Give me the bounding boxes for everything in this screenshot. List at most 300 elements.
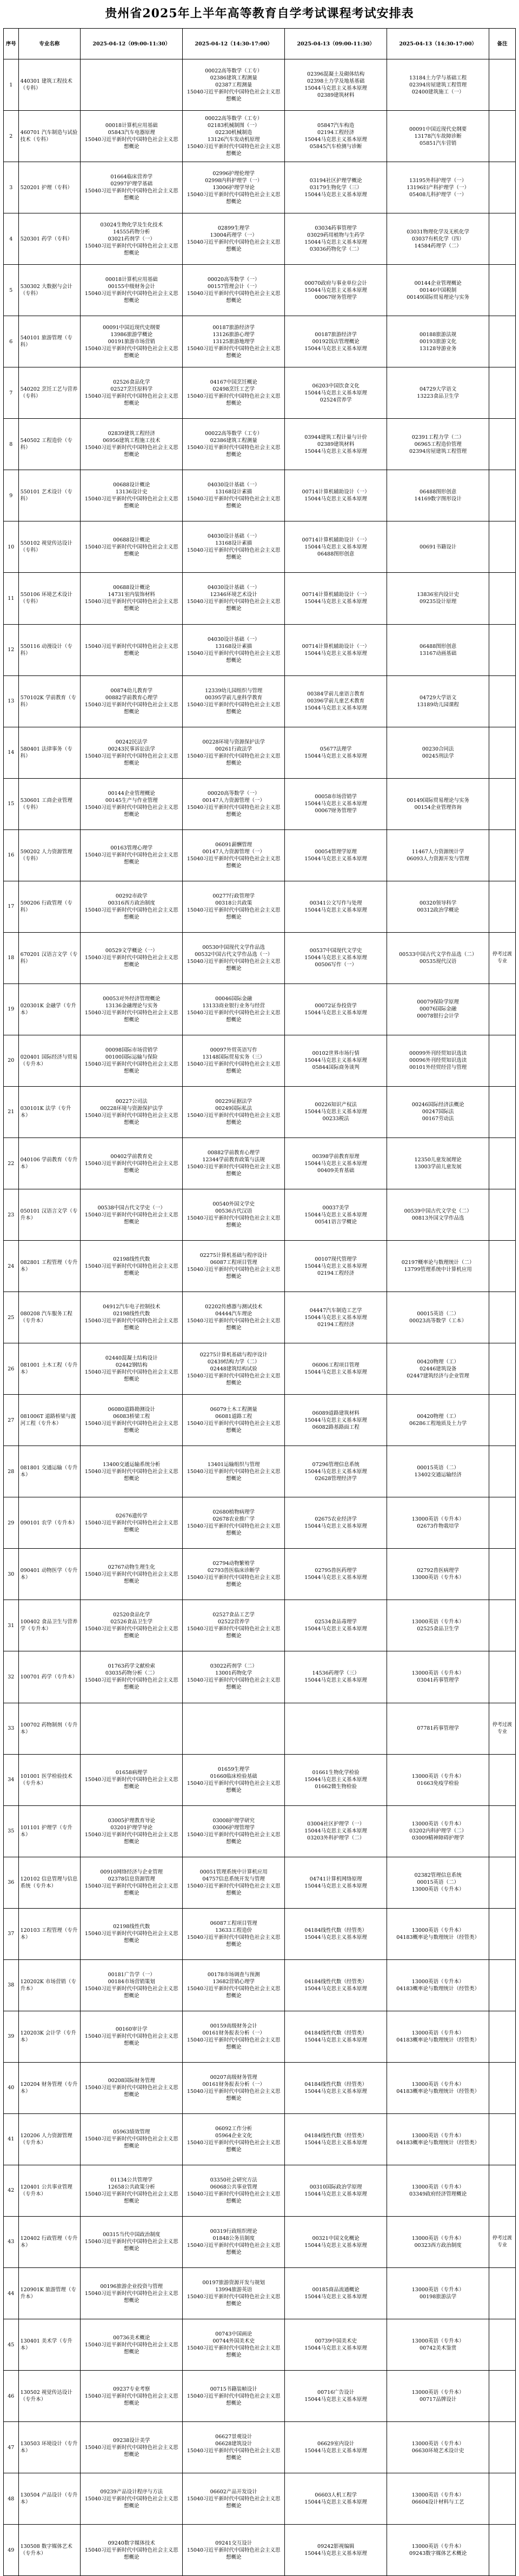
remark-cell: [489, 2319, 516, 2371]
exam-slot-2-cell: 02275计算机基础与程序设计 02439结构力学（二） 02448建筑结构试验 15040习近平新时代中国特色社会主义思想概论: [183, 1343, 285, 1395]
exam-slot-3-cell: 00384学前儿童语言教育 00396学前儿童艺术教育 15044马克思主义基本原理: [285, 675, 387, 727]
exam-slot-4-cell: 12350儿童发展理论 13003学前儿童发展: [387, 1138, 489, 1189]
exam-slot-2-cell: 02202传感器与测试技术 04444汽车理论 15040习近平新时代中国特色社会主义思想概论: [183, 1292, 285, 1343]
row-number-cell: 10: [4, 521, 19, 573]
table-row: [4, 162, 516, 213]
table-row: [4, 675, 516, 727]
major-name-cell: 040106 学前教育（专升本）: [18, 1138, 81, 1189]
table-row: [4, 1497, 516, 1549]
exam-slot-3-cell: 00714计算机辅助设计（一） 15044马克思主义基本原理 06488图形创意: [285, 521, 387, 573]
table-row: [4, 1395, 516, 1446]
remark-cell: [489, 2422, 516, 2473]
exam-slot-3-cell: 03034药事管理学 03029药用植物与生药学 15044马克思主义基本原理 03036药物化学（二）: [285, 213, 387, 265]
remark-cell: [489, 419, 516, 470]
exam-slot-4-cell: 00420物理（工） 02446建筑设备 02447建筑经济与企业管理: [387, 1343, 489, 1395]
row-number-cell: 8: [4, 419, 19, 470]
exam-slot-1-cell: 00529文学概论（一） 15040习近平新时代中国特色社会主义思想概论: [81, 932, 183, 983]
exam-slot-3-cell: 02795兽医药理学 15044马克思主义基本原理: [285, 1549, 387, 1600]
exam-slot-2-cell: 02680植物病理学 02678农业推广学 15040习近平新时代中国特色社会主义思想概论: [183, 1497, 285, 1549]
major-name-cell: 540101 旅游管理（专科）: [18, 316, 81, 367]
major-name-cell: 090401 动物医学（专升本）: [18, 1549, 81, 1600]
exam-slot-2-cell: 06079土木工程测量 06081道路工程 15040习近平新时代中国特色社会主义思想概论: [183, 1395, 285, 1446]
exam-slot-4-cell: 13000英语（专升本） 04183概率论与数理统计（经管类）: [387, 2011, 489, 2062]
row-number-cell: 27: [4, 1395, 19, 1446]
exam-slot-4-cell: 13000英语（专升本） 06630环境艺术设计史: [387, 2422, 489, 2473]
remark-cell: [489, 2473, 516, 2525]
table-row: [4, 470, 516, 521]
header-cell-note: 备注: [489, 29, 516, 59]
table-row: [4, 1086, 516, 1138]
table-row: [4, 932, 516, 983]
exam-slot-2-cell: 06627景观设计 06628建筑设计 15040习近平新时代中国特色社会主义思想概论: [183, 2422, 285, 2473]
exam-slot-2-cell: 00178市场调查与预测 13682营销心理学 15040习近平新时代中国特色社会主义思想概论: [183, 1959, 285, 2011]
row-number-cell: 38: [4, 1959, 19, 2011]
exam-slot-3-cell: 07296管理信息系统 15044马克思主义基本原理 02628管理经济学: [285, 1446, 387, 1497]
exam-slot-1-cell: 02198线性代数 15040习近平新时代中国特色社会主义思想概论: [81, 1241, 183, 1292]
exam-slot-3-cell: 06629室内设计 15044马克思主义基本原理: [285, 2422, 387, 2473]
major-name-cell: 080208 汽车服务工程（专升本）: [18, 1292, 81, 1343]
remark-cell: [489, 2268, 516, 2319]
exam-slot-4-cell: 02197概率论与数理统计（二） 13799管理系统中计算机应用: [387, 1241, 489, 1292]
row-number-cell: 16: [4, 829, 19, 881]
remark-cell: [489, 1241, 516, 1292]
exam-slot-1-cell: 00292市政学 00316西方政治制度 15040习近平新时代中国特色社会主义思想概论: [81, 881, 183, 932]
exam-slot-4-cell: 07781药事管理学: [387, 1703, 489, 1754]
row-number-cell: 47: [4, 2422, 19, 2473]
exam-slot-1-cell: 01134公共管理学 12658公共政策分析 15040习近平新时代中国特色社会主义思想概论: [81, 2165, 183, 2216]
exam-slot-4-cell: 00015英语（二） 00023高等数学（工本）: [387, 1292, 489, 1343]
remark-cell: 停考过渡专业: [489, 932, 516, 983]
remark-cell: [489, 675, 516, 727]
row-number-cell: 30: [4, 1549, 19, 1600]
exam-slot-1-cell: 00196旅游企业投资与管理 15040习近平新时代中国特色社会主义思想概论: [81, 2268, 183, 2319]
remark-cell: [489, 59, 516, 111]
exam-slot-2-cell: 00882学前教育心理学 12344学前教育政策与法规 15040习近平新时代中国特色社会主义思想概论: [183, 1138, 285, 1189]
exam-slot-2-cell: 04030设计基础（一） 13168设计素描 15040习近平新时代中国特色社会主义思想概论: [183, 624, 285, 675]
row-number-cell: 4: [4, 213, 19, 265]
exam-slot-1-cell: 04912汽车电子控制技术 02198线性代数 15040习近平新时代中国特色社会主义思想概论: [81, 1292, 183, 1343]
row-number-cell: 40: [4, 2062, 19, 2113]
remark-cell: [489, 1497, 516, 1549]
exam-slot-2-cell: [183, 1703, 285, 1754]
exam-slot-1-cell: 00874幼儿教育学 00882学前教育心理学 15040习近平新时代中国特色社会主义思想概论: [81, 675, 183, 727]
exam-slot-1-cell: 09240数字媒体技术 15040习近平新时代中国特色社会主义思想概论: [81, 2525, 183, 2576]
row-number-cell: 13: [4, 675, 19, 727]
remark-cell: [489, 1549, 516, 1600]
table-row: [4, 2268, 516, 2319]
exam-slot-3-cell: 01661生物化学检验 15044马克思主义基本原理 01662微生物检验: [285, 1754, 387, 1805]
major-name-cell: 570102K 学前教育（专科）: [18, 675, 81, 727]
remark-cell: [489, 1446, 516, 1497]
table-row: [4, 2165, 516, 2216]
row-number-cell: 34: [4, 1754, 19, 1805]
exam-slot-3-cell: 00037美学 15044马克思主义基本原理 00541语言学概论: [285, 1189, 387, 1241]
header-cell-slot1: 2025-04-12（09:00-11:30）: [81, 29, 183, 59]
exam-slot-4-cell: 02792兽医病理学 13000英语（专升本）: [387, 1549, 489, 1600]
table-row: [4, 1446, 516, 1497]
row-number-cell: 14: [4, 727, 19, 778]
exam-slot-3-cell: 05847汽车构造 02194工程经济 15044马克思主义基本原理 05845汽车检测与诊断: [285, 111, 387, 162]
exam-slot-1-cell: 00091中国近现代史纲要 13986旅游学概论 00191旅游市场营销 15040习近平新时代中国特色社会主义思想概论: [81, 316, 183, 367]
row-number-cell: 20: [4, 1035, 19, 1086]
table-row: [4, 1754, 516, 1805]
exam-slot-1-cell: 00144企业管理概论 00145生产与作业管理 15040习近平新时代中国特色社会主义思想概论: [81, 778, 183, 829]
exam-slot-4-cell: 13000英语（专升本） 02673作物栽培学: [387, 1497, 489, 1549]
exam-slot-2-cell: 00046国际金融 13133商业银行业务与经营 15040习近平新时代中国特色社会主义思想概论: [183, 983, 285, 1035]
row-number-cell: 9: [4, 470, 19, 521]
exam-slot-3-cell: 00226知识产权法 15044马克思主义基本原理 00233税法: [285, 1086, 387, 1138]
exam-slot-2-cell: 00097外贸英语写作 13148国际贸易实务（三） 15040习近平新时代中国特色社会主义思想概论: [183, 1035, 285, 1086]
exam-slot-2-cell: 12339幼儿园组织与管理 00395学前儿童科学教育 15040习近平新时代中国特色社会主义思想概论: [183, 675, 285, 727]
exam-slot-4-cell: 13000英语（专升本） 00717品牌设计: [387, 2371, 489, 2422]
exam-slot-2-cell: 00743中国画论 00744外国美术史 15040习近平新时代中国特色社会主义思想概论: [183, 2319, 285, 2371]
row-number-cell: 6: [4, 316, 19, 367]
exam-slot-1-cell: 02440混凝土结构设计 02442钢结构 15040习近平新时代中国特色社会主义思想概论: [81, 1343, 183, 1395]
exam-slot-3-cell: 00072证券投资学 15044马克思主义基本原理: [285, 983, 387, 1035]
row-number-cell: 28: [4, 1446, 19, 1497]
row-number-cell: 5: [4, 265, 19, 316]
exam-slot-3-cell: 00185商品流通概论 15044马克思主义基本原理: [285, 2268, 387, 2319]
exam-slot-1-cell: 00227公司法 00228环境与资源保护法学 15040习近平新时代中国特色社会主义思想概论: [81, 1086, 183, 1138]
exam-slot-4-cell: 00099外刊经贸知识选读 00096外刊经贸知识选读 00101外经贸经营与管理: [387, 1035, 489, 1086]
remark-cell: [489, 573, 516, 624]
exam-slot-4-cell: 00149国际贸易理论与实务 00154企业管理咨询: [387, 778, 489, 829]
exam-slot-3-cell: 00537中国现代文学史 15044马克思主义基本原理 00506写作（一）: [285, 932, 387, 983]
major-name-cell: 100701 药学（专升本）: [18, 1651, 81, 1703]
exam-slot-1-cell: 00018计算机应用基础 05843汽车电器原理 15040习近平新时代中国特色社会主义思想概论: [81, 111, 183, 162]
row-number-cell: 3: [4, 162, 19, 213]
row-number-cell: 29: [4, 1497, 19, 1549]
major-name-cell: 020301K 金融学（专升本）: [18, 983, 81, 1035]
remark-cell: [489, 2165, 516, 2216]
exam-slot-4-cell: 06488图形创意 13167动画基础: [387, 624, 489, 675]
exam-slot-3-cell: 00398学前教育原理 15044马克思主义基本原理 00409美育基础: [285, 1138, 387, 1189]
exam-slot-3-cell: 00321中国文化概论 15044马克思主义基本原理: [285, 2216, 387, 2267]
exam-slot-2-cell: 02996护理伦理学 02998内科护理学（一） 13006护理学导论 15040习近平新时代中国特色社会主义思想概论: [183, 162, 285, 213]
remark-cell: [489, 2525, 516, 2576]
exam-slot-4-cell: 00533中国古代文学作品选（二） 00535现代汉语: [387, 932, 489, 983]
exam-slot-1-cell: 05963绩效管理 15040习近平新时代中国特色社会主义思想概论: [81, 2113, 183, 2165]
exam-slot-2-cell: 02527食品工艺学 02522营养学 15040习近平新时代中国特色社会主义思想概论: [183, 1600, 285, 1651]
exam-slot-3-cell: 04741计算机网络原理 15044马克思主义基本原理: [285, 1857, 387, 1908]
exam-slot-1-cell: [81, 59, 183, 111]
remark-cell: [489, 1959, 516, 2011]
row-number-cell: 48: [4, 2473, 19, 2525]
remark-cell: [489, 1035, 516, 1086]
major-name-cell: 670201 汉语言文学（专科）: [18, 932, 81, 983]
remark-cell: [489, 881, 516, 932]
exam-slot-2-cell: 13401运输组织与管理 15040习近平新时代中国特色社会主义思想概论: [183, 1446, 285, 1497]
exam-slot-4-cell: 13000英语（专升本） 00742美术鉴赏: [387, 2319, 489, 2371]
exam-slot-3-cell: 00070政府与事业单位会计 15044马克思主义基本原理 00067财务管理学: [285, 265, 387, 316]
exam-slot-4-cell: 13000英语（专升本） 00323西方政治制度: [387, 2216, 489, 2267]
remark-cell: [489, 265, 516, 316]
exam-slot-1-cell: 02520食品化学 02526食品卫生学 15040习近平新时代中国特色社会主义思想概论: [81, 1600, 183, 1651]
row-number-cell: 7: [4, 367, 19, 419]
exam-slot-1-cell: 00538中国古代文学史（一） 15040习近平新时代中国特色社会主义思想概论: [81, 1189, 183, 1241]
header-cell-slot4: 2025-04-13（14:30-17:00）: [387, 29, 489, 59]
exam-slot-2-cell: 00159高级财务会计 00161财务报表分析（一） 15040习近平新时代中国特色社会主义思想概论: [183, 2011, 285, 2062]
major-name-cell: 120202K 市场营销（专升本）: [18, 1959, 81, 2011]
exam-slot-2-cell: 06092工作分析 05964企业文化 15040习近平新时代中国特色社会主义思想概论: [183, 2113, 285, 2165]
exam-slot-3-cell: 00714计算机辅助设计（一） 15044马克思主义基本原理: [285, 624, 387, 675]
row-number-cell: 1: [4, 59, 19, 111]
table-row: [4, 2422, 516, 2473]
major-name-cell: 082801 工程管理（专升本）: [18, 1241, 81, 1292]
exam-slot-2-cell: 00319行政组织理论 01848公务员制度 15040习近平新时代中国特色社会主义思想概论: [183, 2216, 285, 2267]
row-number-cell: 32: [4, 1651, 19, 1703]
remark-cell: [489, 521, 516, 573]
exam-slot-3-cell: 00187旅游经济学 00192饭店管理概论 15044马克思主义基本原理: [285, 316, 387, 367]
remark-cell: [489, 213, 516, 265]
exam-slot-2-cell: 03008护理学研究 03006护理管理学 15040习近平新时代中国特色社会主义思想概论: [183, 1805, 285, 1857]
row-number-cell: 24: [4, 1241, 19, 1292]
header-cell-no: 序号: [4, 29, 19, 59]
row-number-cell: 41: [4, 2113, 19, 2165]
exam-slot-4-cell: 00015英语（二） 13402交通运输经济: [387, 1446, 489, 1497]
major-name-cell: 550101 艺术设计（专科）: [18, 470, 81, 521]
table-row: [4, 2113, 516, 2165]
table-row: [4, 1292, 516, 1343]
exam-slot-1-cell: 00910网络经济与企业管理 02378信息资源管理 15040习近平新时代中国特色社会主义思想概论: [81, 1857, 183, 1908]
table-row: [4, 2011, 516, 2062]
remark-cell: 停考过渡专业: [489, 2216, 516, 2267]
exam-slot-4-cell: 13195外科护理学（一） 13196妇产科护理学（一） 05408儿科护理学（一）: [387, 162, 489, 213]
table-row: [4, 59, 516, 111]
row-number-cell: 37: [4, 1908, 19, 1959]
table-row: [4, 1138, 516, 1189]
major-name-cell: 120901K 旅游管理（专升本）: [18, 2268, 81, 2319]
row-number-cell: 2: [4, 111, 19, 162]
exam-slot-4-cell: 00091中国近现代史纲要 13178汽车故障诊断 05851汽车营销: [387, 111, 489, 162]
exam-slot-1-cell: 00160审计学 15040习近平新时代中国特色社会主义思想概论: [81, 2011, 183, 2062]
major-name-cell: 530601 工商企业管理（专科）: [18, 778, 81, 829]
exam-slot-2-cell: 00197旅游资源开发与规划 13994旅游英语 15040习近平新时代中国特色社会主义思想概论: [183, 2268, 285, 2319]
exam-slot-2-cell: 04030设计基础（一） 13168设计素描 15040习近平新时代中国特色社会主义思想概论: [183, 521, 285, 573]
table-row: [4, 1600, 516, 1651]
table-row: [4, 213, 516, 265]
exam-slot-2-cell: 06602产品开发设计 15040习近平新时代中国特色社会主义思想概论: [183, 2473, 285, 2525]
exam-slot-1-cell: 06080道路勘测设计 06083桥梁工程 15040习近平新时代中国特色社会主义思想概论: [81, 1395, 183, 1446]
major-name-cell: 101101 护理学（专升本）: [18, 1805, 81, 1857]
major-name-cell: 550102 视觉传达设计（专科）: [18, 521, 81, 573]
remark-cell: [489, 727, 516, 778]
exam-slot-1-cell: 01763药学文献检索 03035药物分析（二） 15040习近平新时代中国特色社会主义思想概论: [81, 1651, 183, 1703]
row-number-cell: 31: [4, 1600, 19, 1651]
major-name-cell: 100702 药物制剂（专升本）: [18, 1703, 81, 1754]
row-number-cell: 25: [4, 1292, 19, 1343]
row-number-cell: 43: [4, 2216, 19, 2267]
exam-slot-3-cell: 04184线性代数（经管类） 15044马克思主义基本原理: [285, 1908, 387, 1959]
major-name-cell: 030101K 法学（专升本）: [18, 1086, 81, 1138]
header-cell-slot3: 2025-04-13（09:00-11:30）: [285, 29, 387, 59]
remark-cell: [489, 1138, 516, 1189]
exam-slot-1-cell: 02526食品化学 02527烹饪原料学 15040习近平新时代中国特色社会主义思想概论: [81, 367, 183, 419]
exam-slot-4-cell: 13000英语（专升本） 03349政府经济管理概论: [387, 2165, 489, 2216]
major-name-cell: 130508 数字媒体艺术（专升本）: [18, 2525, 81, 2576]
exam-slot-4-cell: 00188旅游法规 00193旅游文化 13128导游业务: [387, 316, 489, 367]
major-name-cell: 460701 汽车制造与试验技术（专科）: [18, 111, 81, 162]
major-name-cell: 120402 行政管理（专升本）: [18, 2216, 81, 2267]
exam-slot-4-cell: 13000英语（专升本） 04183概率论与数理统计（经管类）: [387, 2062, 489, 2113]
exam-slot-2-cell: 03022药剂学（二） 13001药物化学 15040习近平新时代中国特色社会主义思想概论: [183, 1651, 285, 1703]
exam-slot-2-cell: 04030设计基础（一） 13168设计素描 15040习近平新时代中国特色社会主义思想概论: [183, 470, 285, 521]
exam-slot-2-cell: 06091薪酬管理 00147人力资源管理（一） 15040习近平新时代中国特色社会主义思想概论: [183, 829, 285, 881]
exam-slot-1-cell: 00402学前教育史 15040习近平新时代中国特色社会主义思想概论: [81, 1138, 183, 1189]
exam-slot-4-cell: 00539中国古代文学史（二） 00813外国文学作品选: [387, 1189, 489, 1241]
exam-slot-3-cell: 00054管理学原理 15044马克思主义基本原理: [285, 829, 387, 881]
exam-slot-1-cell: 00242民法学 00243民事诉讼法学 15040习近平新时代中国特色社会主义思想概论: [81, 727, 183, 778]
exam-slot-3-cell: 04184线性代数（经管类） 15044马克思主义基本原理: [285, 1959, 387, 2011]
remark-cell: 停考过渡专业: [489, 1703, 516, 1754]
row-number-cell: 21: [4, 1086, 19, 1138]
exam-slot-4-cell: 02382管理信息系统 00015英语（二） 13000英语（专升本）: [387, 1857, 489, 1908]
major-name-cell: 081801 交通运输（专升本）: [18, 1446, 81, 1497]
exam-slot-2-cell: 02794动物繁殖学 02793兽医临床诊断学 15040习近平新时代中国特色社会主义思想概论: [183, 1549, 285, 1600]
exam-slot-4-cell: 13000英语（专升本） 04183概率论与数理统计（经管类）: [387, 1908, 489, 1959]
exam-slot-2-cell: 00715书籍装帧设计 15040习近平新时代中国特色社会主义思想概论: [183, 2371, 285, 2422]
row-number-cell: 18: [4, 932, 19, 983]
exam-slot-4-cell: 00079保险学原理 00076国际金融 00078银行会计学: [387, 983, 489, 1035]
table-row: [4, 1035, 516, 1086]
table-row: [4, 265, 516, 316]
table-row: [4, 2319, 516, 2371]
remark-cell: [489, 1086, 516, 1138]
row-number-cell: 46: [4, 2371, 19, 2422]
table-row: [4, 1549, 516, 1600]
major-name-cell: 550106 环境艺术设计（专科）: [18, 573, 81, 624]
remark-cell: [489, 1754, 516, 1805]
header-row: [4, 29, 516, 59]
remark-cell: [489, 470, 516, 521]
major-name-cell: 130504 产品设计（专升本）: [18, 2473, 81, 2525]
exam-slot-3-cell: 06203中国饮食文化 15044马克思主义基本原理 02524营养学: [285, 367, 387, 419]
major-name-cell: 130503 环境设计（专升本）: [18, 2422, 81, 2473]
major-name-cell: 440301 建筑工程技术（专科）: [18, 59, 81, 111]
row-number-cell: 33: [4, 1703, 19, 1754]
table-row: [4, 624, 516, 675]
table-row: [4, 1189, 516, 1241]
exam-slot-4-cell: 13000英语（专升本） 09243数字媒体艺术概论: [387, 2525, 489, 2576]
major-name-cell: 081006T 道路桥梁与渡河工程（专升本）: [18, 1395, 81, 1446]
table-row: [4, 2473, 516, 2525]
remark-cell: [489, 2062, 516, 2113]
exam-slot-4-cell: 06488图形创意 14169数字图形设计: [387, 470, 489, 521]
major-name-cell: 090101 农学（专升本）: [18, 1497, 81, 1549]
exam-schedule-table: [3, 28, 516, 2576]
exam-slot-1-cell: 02198线性代数 15040习近平新时代中国特色社会主义思想概论: [81, 1908, 183, 1959]
row-number-cell: 49: [4, 2525, 19, 2576]
exam-slot-2-cell: 09241交互设计 15040习近平新时代中国特色社会主义思想概论: [183, 2525, 285, 2576]
major-name-cell: 120102 信息管理与信息系统（专升本）: [18, 1857, 81, 1908]
exam-slot-2-cell: 02899生理学 13004药理学（一） 15040习近平新时代中国特色社会主义思想概论: [183, 213, 285, 265]
remark-cell: [489, 1651, 516, 1703]
exam-slot-2-cell: 00020高等数学（一） 00147人力资源管理（一） 15040习近平新时代中国特色社会主义思想概论: [183, 778, 285, 829]
exam-slot-2-cell: 00228环境与资源保护法学 00261行政法学 15040习近平新时代中国特色社会主义思想概论: [183, 727, 285, 778]
exam-slot-4-cell: 02391工程力学（二） 06965工程造价管理 02394房屋建筑工程管理: [387, 419, 489, 470]
remark-cell: [489, 316, 516, 367]
exam-slot-4-cell: 00230合同法 00245刑法学: [387, 727, 489, 778]
exam-slot-1-cell: 00688设计概论 15040习近平新时代中国特色社会主义思想概论: [81, 521, 183, 573]
exam-slot-4-cell: 13000英语（专升本） 03041药事管理学: [387, 1651, 489, 1703]
header-cell-slot2: 2025-04-12（14:30-17:00）: [183, 29, 285, 59]
row-number-cell: 15: [4, 778, 19, 829]
exam-slot-3-cell: 03944建筑工程计量与计价 02389建筑材料 15044马克思主义基本原理: [285, 419, 387, 470]
major-name-cell: 520201 护理（专科）: [18, 162, 81, 213]
exam-slot-4-cell: 13000英语（专升本） 02525食品卫生学: [387, 1600, 489, 1651]
major-name-cell: 020401 国际经济与贸易（专升本）: [18, 1035, 81, 1086]
exam-slot-1-cell: [81, 1703, 183, 1754]
table-row: [4, 111, 516, 162]
exam-slot-4-cell: 13000英语（专升本） 04183概率论与数理统计（经管类）: [387, 2113, 489, 2165]
major-name-cell: 120204 财务管理（专升本）: [18, 2062, 81, 2113]
exam-slot-3-cell: 06006工程项目管理 15044马克思主义基本原理: [285, 1343, 387, 1395]
exam-slot-1-cell: 01658病理学 15040习近平新时代中国特色社会主义思想概论: [81, 1754, 183, 1805]
exam-slot-2-cell: 00540外国文学史 00536古代汉语 15040习近平新时代中国特色社会主义思想概论: [183, 1189, 285, 1241]
major-name-cell: 120401 公共事业管理（专升本）: [18, 2165, 81, 2216]
exam-slot-3-cell: 00739中国美术史 15044马克思主义基本原理: [285, 2319, 387, 2371]
table-row: [4, 2216, 516, 2267]
exam-slot-4-cell: 00320领导科学 00312政治学概论: [387, 881, 489, 932]
major-name-cell: 530302 大数据与会计（专科）: [18, 265, 81, 316]
exam-slot-2-cell: 02275计算机基础与程序设计 06087工程项目管理 15040习近平新时代中国特色社会主义思想概论: [183, 1241, 285, 1292]
row-number-cell: 11: [4, 573, 19, 624]
major-name-cell: 540502 工程造价（专科）: [18, 419, 81, 470]
table-row: [4, 1241, 516, 1292]
exam-slot-3-cell: 00714计算机辅助设计（一） 15044马克思主义基本原理: [285, 470, 387, 521]
exam-slot-4-cell: 00246国际经济法概论 00247国际法 00167劳动法: [387, 1086, 489, 1138]
remark-cell: [489, 624, 516, 675]
exam-slot-1-cell: 02767动物生理生化 15040习近平新时代中国特色社会主义思想概论: [81, 1549, 183, 1600]
exam-slot-4-cell: 13184土力学与基础工程 02394房屋建筑工程管理 02400建筑施工（一）: [387, 59, 489, 111]
exam-slot-2-cell: 00277行政管理学 00318公共政策 15040习近平新时代中国特色社会主义思想概论: [183, 881, 285, 932]
exam-slot-1-cell: 00053对外经济管理概论 13136金融理论与实务 15040习近平新时代中国特色社会主义思想概论: [81, 983, 183, 1035]
table-row: [4, 778, 516, 829]
exam-slot-1-cell: 00688设计概论 13136设计史 15040习近平新时代中国特色社会主义思想概论: [81, 470, 183, 521]
major-name-cell: 100402 食品卫生与营养学（专升本）: [18, 1600, 81, 1651]
remark-cell: [489, 367, 516, 419]
exam-slot-4-cell: 13836室内设计史 09235设计原理: [387, 573, 489, 624]
row-number-cell: 35: [4, 1805, 19, 1857]
exam-slot-4-cell: 04729大学语文 13189幼儿园课程: [387, 675, 489, 727]
exam-slot-3-cell: 02675农业经济学 15044马克思主义基本原理: [285, 1497, 387, 1549]
table-row: [4, 1343, 516, 1395]
exam-slot-3-cell: 04447汽车制造工艺学 15044马克思主义基本原理 02194工程经济: [285, 1292, 387, 1343]
table-row: [4, 419, 516, 470]
remark-cell: [489, 1189, 516, 1241]
exam-slot-1-cell: 00315当代中国政治制度 15040习近平新时代中国特色社会主义思想概论: [81, 2216, 183, 2267]
table-row: [4, 829, 516, 881]
exam-slot-2-cell: 00187旅游经济学 13126旅游心理学 13125旅游地理学 15040习近平新时代中国特色社会主义思想概论: [183, 316, 285, 367]
exam-slot-3-cell: 02396混凝土及砌体结构 02398土力学及地基基础 15044马克思主义基本原理 02389建筑材料: [285, 59, 387, 111]
row-number-cell: 22: [4, 1138, 19, 1189]
row-number-cell: 36: [4, 1857, 19, 1908]
remark-cell: [489, 1857, 516, 1908]
exam-slot-4-cell: 11467人力资源统计学 06093人力资源开发与管理: [387, 829, 489, 881]
row-number-cell: 39: [4, 2011, 19, 2062]
major-name-cell: 540202 烹饪工艺与营养（专科）: [18, 367, 81, 419]
remark-cell: [489, 162, 516, 213]
exam-slot-1-cell: 01664临床营养学 02997护理学基础 15040习近平新时代中国特色社会主义思想概论: [81, 162, 183, 213]
remark-cell: [489, 1600, 516, 1651]
table-row: [4, 983, 516, 1035]
exam-slot-3-cell: 00102世界市场行情 15044马克思主义基本原理 05844国际商务谈判: [285, 1035, 387, 1086]
exam-slot-1-cell: 00018计算机应用基础 00155中级财务会计 15040习近平新时代中国特色社会主义思想概论: [81, 265, 183, 316]
exam-slot-3-cell: 03194社区护理学概论 03179生物化学（三） 15044马克思主义基本原理: [285, 162, 387, 213]
exam-slot-4-cell: 13000英语（专升本） 04183概率论与数理统计（经管类）: [387, 1959, 489, 2011]
exam-slot-4-cell: 13000英语（专升本） 03202内科护理学（二） 03009精神障碍护理学: [387, 1805, 489, 1857]
row-number-cell: 17: [4, 881, 19, 932]
